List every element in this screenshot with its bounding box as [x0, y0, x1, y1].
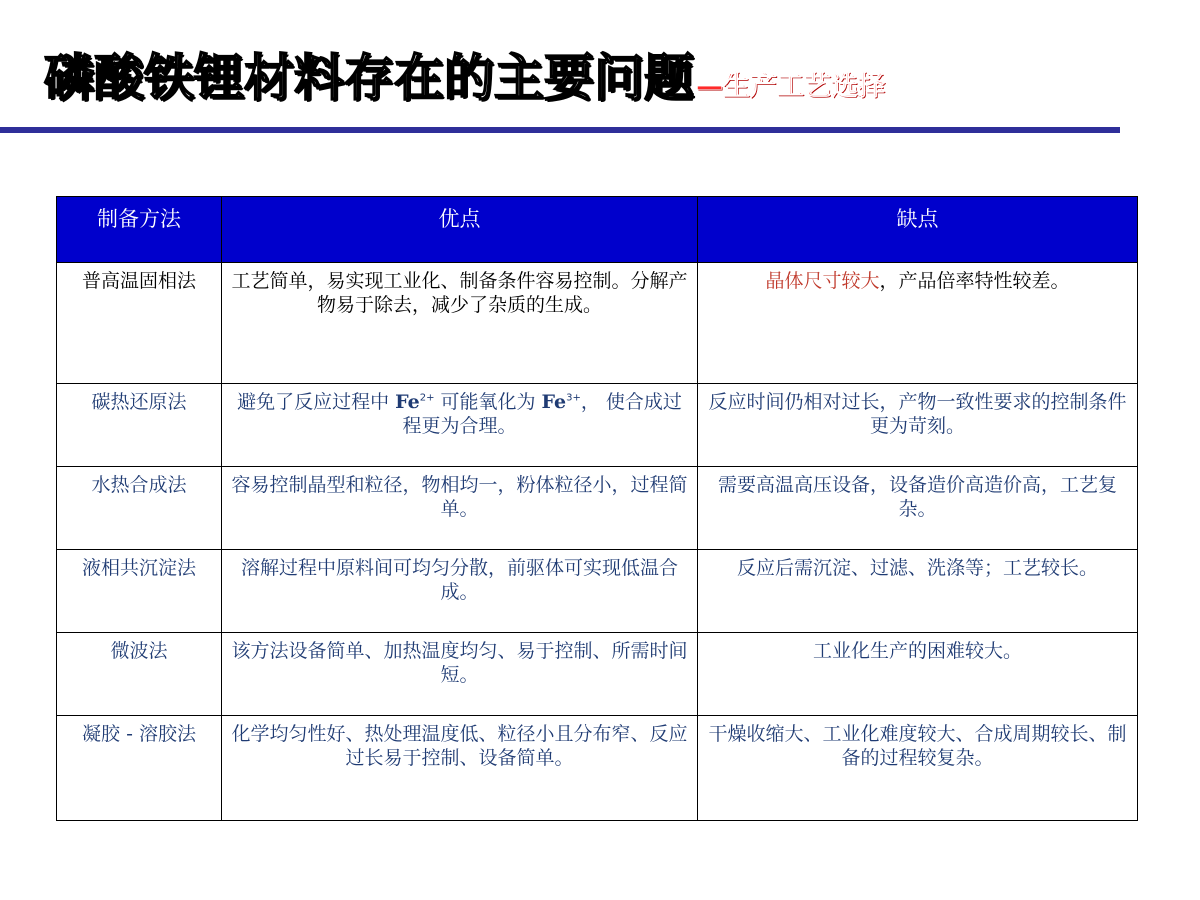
slide-title-main: 磷酸铁锂材料存在的主要问题 [44, 49, 694, 107]
table-row [57, 716, 1138, 821]
comparison-table [56, 196, 1138, 821]
iron-symbol: Fe [541, 391, 567, 413]
pros-cell: 容易控制晶型和粒径，物相均一，粉体粒径小，过程简单。 [222, 467, 698, 550]
cons-cell: 工业化生产的困难较大。 [698, 633, 1138, 716]
pros-cell: 工艺简单，易实现工业化、制备条件容易控制。分解产物易于除去，减少了杂质的生成。 [222, 263, 698, 384]
pros-text-pre: 避免了反应过程中 [237, 391, 396, 413]
table-row [57, 467, 1138, 550]
pros-text-mid: 可能氧化为 [434, 391, 542, 413]
iron-symbol: Fe [395, 391, 420, 413]
cons-highlight: 晶体尺寸较大 [765, 270, 880, 292]
table-row [57, 263, 1138, 384]
slide-title [44, 38, 885, 110]
header-pros: 优点 [222, 197, 698, 263]
slide-title-sub: —生产工艺选择 [696, 71, 885, 102]
pros-cell: 溶解过程中原料间可均匀分散，前驱体可实现低温合成。 [222, 550, 698, 633]
pros-cell [222, 384, 698, 467]
method-cell: 微波法 [57, 633, 222, 716]
title-underline [0, 127, 1120, 133]
method-cell: 水热合成法 [57, 467, 222, 550]
cons-cell: 干燥收缩大、工业化难度较大、合成周期较长、制备的过程较复杂。 [698, 716, 1138, 821]
cons-cell: 反应时间仍相对过长，产物一致性要求的控制条件更为苛刻。 [698, 384, 1138, 467]
cons-cell: 反应后需沉淀、过滤、洗涤等；工艺较长。 [698, 550, 1138, 633]
comparison-table-container [56, 196, 1138, 821]
method-cell: 普高温固相法 [57, 263, 222, 384]
cons-cell: 需要高温高压设备，设备造价高造价高，工艺复杂。 [698, 467, 1138, 550]
pros-cell: 化学均匀性好、热处理温度低、粒径小且分布窄、反应过长易于控制、设备简单。 [222, 716, 698, 821]
method-cell: 液相共沉淀法 [57, 550, 222, 633]
pros-text-post: ， 使合成过程更为合理。 [402, 391, 682, 437]
method-cell: 凝胶 - 溶胶法 [57, 716, 222, 821]
header-cons: 缺点 [698, 197, 1138, 263]
table-row [57, 633, 1138, 716]
table-row [57, 384, 1138, 467]
method-cell: 碳热还原法 [57, 384, 222, 467]
charge-superscript: 2+ [419, 392, 435, 404]
cons-cell [698, 263, 1138, 384]
table-row [57, 550, 1138, 633]
table-header-row [57, 197, 1138, 263]
cons-text: ，产品倍率特性较差。 [879, 270, 1070, 292]
charge-superscript: 3+ [566, 392, 581, 404]
header-method: 制备方法 [57, 197, 222, 263]
pros-cell: 该方法设备简单、加热温度均匀、易于控制、所需时间短。 [222, 633, 698, 716]
